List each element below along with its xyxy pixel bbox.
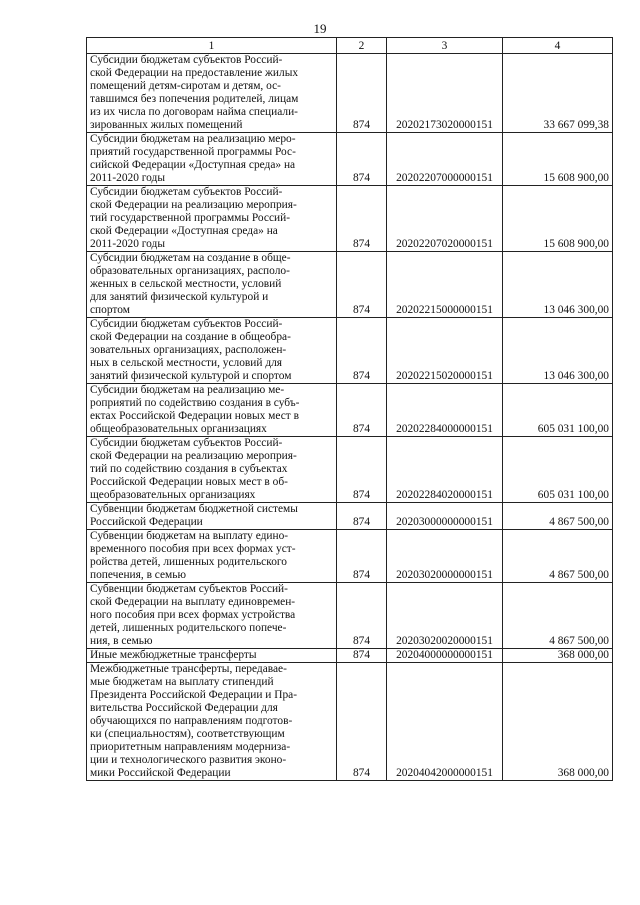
row-amount-cell — [503, 318, 613, 384]
row-code-cell-text: 20203020020000151 — [396, 635, 493, 647]
row-code-cell — [387, 186, 503, 252]
row-name-cell — [87, 663, 337, 781]
row-code-cell-text: 20202215000000151 — [396, 304, 493, 316]
row-code-cell — [387, 133, 503, 186]
row-code-cell — [387, 663, 503, 781]
table-body — [87, 54, 613, 781]
row-name-cell-text: Субвенции бюджетам бюджетной системы Российской Федерации — [90, 503, 298, 528]
row-code-cell-text: 20202207020000151 — [396, 238, 493, 250]
row-admin-cell-text: 874 — [352, 569, 371, 581]
table-row — [87, 318, 613, 384]
row-code-cell — [387, 54, 503, 133]
budget-revenue-table — [86, 37, 613, 781]
row-amount-cell — [503, 384, 613, 437]
page-number: 19 — [313, 21, 327, 36]
row-code-cell — [387, 384, 503, 437]
row-amount-cell — [503, 583, 613, 649]
row-code-cell-text: 20202284000000151 — [396, 423, 493, 435]
row-amount-cell-text: 4 867 500,00 — [549, 516, 609, 528]
table-header-row — [87, 38, 613, 54]
table-row — [87, 186, 613, 252]
column-header-name: 1 — [87, 38, 337, 54]
row-admin-cell-text: 874 — [352, 119, 371, 131]
row-amount-cell-text: 13 046 300,00 — [543, 304, 609, 316]
row-amount-cell — [503, 530, 613, 583]
row-amount-cell — [503, 649, 613, 663]
row-admin-cell-text: 874 — [352, 635, 371, 647]
row-admin-cell — [337, 186, 387, 252]
row-amount-cell-text: 605 031 100,00 — [537, 489, 609, 501]
row-amount-cell-text: 33 667 099,38 — [543, 119, 609, 131]
row-code-cell-text: 20202284020000151 — [396, 489, 493, 501]
row-name-cell-text: Иные межбюджетные трансферты — [90, 649, 257, 661]
row-code-cell — [387, 318, 503, 384]
row-admin-cell-text: 874 — [352, 370, 371, 382]
table-row — [87, 252, 613, 318]
row-admin-cell-text: 874 — [352, 649, 371, 661]
table-row — [87, 54, 613, 133]
table-row — [87, 583, 613, 649]
row-name-cell — [87, 503, 337, 530]
row-amount-cell — [503, 663, 613, 781]
row-code-cell-text: 20202173020000151 — [396, 119, 493, 131]
table-row — [87, 530, 613, 583]
row-admin-cell-text: 874 — [352, 172, 371, 184]
row-code-cell — [387, 437, 503, 503]
row-amount-cell — [503, 133, 613, 186]
row-code-cell-text: 20203020000000151 — [396, 569, 493, 581]
column-header-admin: 2 — [337, 38, 387, 54]
row-name-cell — [87, 530, 337, 583]
row-name-cell — [87, 649, 337, 663]
row-amount-cell-text: 4 867 500,00 — [549, 635, 609, 647]
row-admin-cell — [337, 252, 387, 318]
row-amount-cell — [503, 503, 613, 530]
row-name-cell — [87, 186, 337, 252]
row-name-cell-text: Субвенции бюджетам на выплату едино- временного пособия при всех формах уст- ройства детей, лишенных родительского попечения, в семью — [90, 530, 296, 581]
row-admin-cell-text: 874 — [352, 304, 371, 316]
row-admin-cell — [337, 384, 387, 437]
row-amount-cell — [503, 437, 613, 503]
row-amount-cell-text: 13 046 300,00 — [543, 370, 609, 382]
table-row — [87, 437, 613, 503]
row-name-cell-text: Межбюджетные трансферты, передавае- мые бюджетам на выплату стипендий Президента Российской Федерации и Пра- вительства Российской Федерации для обучающихся по направлениям подготов- ки (специальностям), соответствующим приоритетным направлениям модерниза- ции и технологического развития эконо- мики Российской Федерации — [90, 663, 298, 779]
row-code-cell — [387, 530, 503, 583]
row-admin-cell-text: 874 — [352, 423, 371, 435]
row-admin-cell — [337, 133, 387, 186]
row-code-cell-text: 20204042000000151 — [396, 767, 493, 779]
row-amount-cell-text: 605 031 100,00 — [537, 423, 609, 435]
table-row — [87, 133, 613, 186]
row-admin-cell-text: 874 — [352, 238, 371, 250]
column-header-amount: 4 — [503, 38, 613, 54]
row-admin-cell — [337, 530, 387, 583]
row-name-cell-text: Субсидии бюджетам на реализацию ме- роприятий по содействию создания в субъ- ектах Российской Федерации новых мест в общеобразовательных организациях — [90, 384, 300, 435]
row-admin-cell — [337, 318, 387, 384]
row-name-cell-text: Субсидии бюджетам на реализацию меро- приятий государственной программы Рос- сийской Федерации «Доступная среда» на 2011-2020 годы — [90, 133, 296, 184]
row-admin-cell — [337, 503, 387, 530]
row-name-cell-text: Субсидии бюджетам субъектов Россий- ской Федерации на реализацию мероприя- тий государственной программы Россий- ской Федерации «Доступная среда» на 2011-2020 годы — [90, 186, 297, 250]
row-amount-cell — [503, 186, 613, 252]
row-code-cell-text: 20202215020000151 — [396, 370, 493, 382]
row-amount-cell-text: 368 000,00 — [557, 767, 609, 779]
table-row — [87, 384, 613, 437]
row-code-cell — [387, 583, 503, 649]
row-name-cell-text: Субсидии бюджетам субъектов Россий- ской Федерации на предоставление жилых помещений детям-сиротам и детям, ос- тавшимся без попечения родителей, лицам из их числа по договорам найма специали- зированных жилых помещений — [90, 54, 299, 131]
row-admin-cell — [337, 649, 387, 663]
row-name-cell — [87, 583, 337, 649]
table-row — [87, 503, 613, 530]
table-row — [87, 663, 613, 781]
row-name-cell — [87, 133, 337, 186]
column-header-code: 3 — [387, 38, 503, 54]
row-name-cell-text: Субсидии бюджетам субъектов Россий- ской Федерации на создание в общеобра- зовательных организациях, расположен- ных в сельской местности, условий для занятий физической культурой и спортом — [90, 318, 292, 382]
row-code-cell — [387, 252, 503, 318]
row-code-cell-text: 20203000000000151 — [396, 516, 493, 528]
row-admin-cell — [337, 437, 387, 503]
row-admin-cell-text: 874 — [352, 489, 371, 501]
row-code-cell-text: 20204000000000151 — [396, 649, 493, 661]
row-name-cell — [87, 252, 337, 318]
row-code-cell-text: 20202207000000151 — [396, 172, 493, 184]
row-amount-cell — [503, 54, 613, 133]
row-name-cell — [87, 54, 337, 133]
row-amount-cell-text: 368 000,00 — [557, 649, 609, 661]
row-code-cell — [387, 649, 503, 663]
row-amount-cell-text: 4 867 500,00 — [549, 569, 609, 581]
row-name-cell — [87, 318, 337, 384]
row-admin-cell-text: 874 — [352, 516, 371, 528]
row-admin-cell — [337, 663, 387, 781]
row-admin-cell — [337, 583, 387, 649]
row-name-cell-text: Субвенции бюджетам субъектов Россий- ской Федерации на выплату единовремен- ного пособия при всех формах устройства детей, лишенных родительского попече- ния, в семью — [90, 583, 296, 647]
row-name-cell-text: Субсидии бюджетам субъектов Россий- ской Федерации на реализацию мероприя- тий по содействию создания в субъектах Российской Федерации новых мест в об- щеобразовательных организациях — [90, 437, 297, 501]
row-code-cell — [387, 503, 503, 530]
row-name-cell — [87, 437, 337, 503]
row-amount-cell-text: 15 608 900,00 — [543, 238, 609, 250]
row-amount-cell-text: 15 608 900,00 — [543, 172, 609, 184]
row-name-cell-text: Субсидии бюджетам на создание в обще- образовательных организациях, располо- женных в сельской местности, условий для занятий физической культурой и спортом — [90, 252, 291, 316]
row-admin-cell — [337, 54, 387, 133]
row-name-cell — [87, 384, 337, 437]
row-admin-cell-text: 874 — [352, 767, 371, 779]
row-amount-cell — [503, 252, 613, 318]
table-row — [87, 649, 613, 663]
